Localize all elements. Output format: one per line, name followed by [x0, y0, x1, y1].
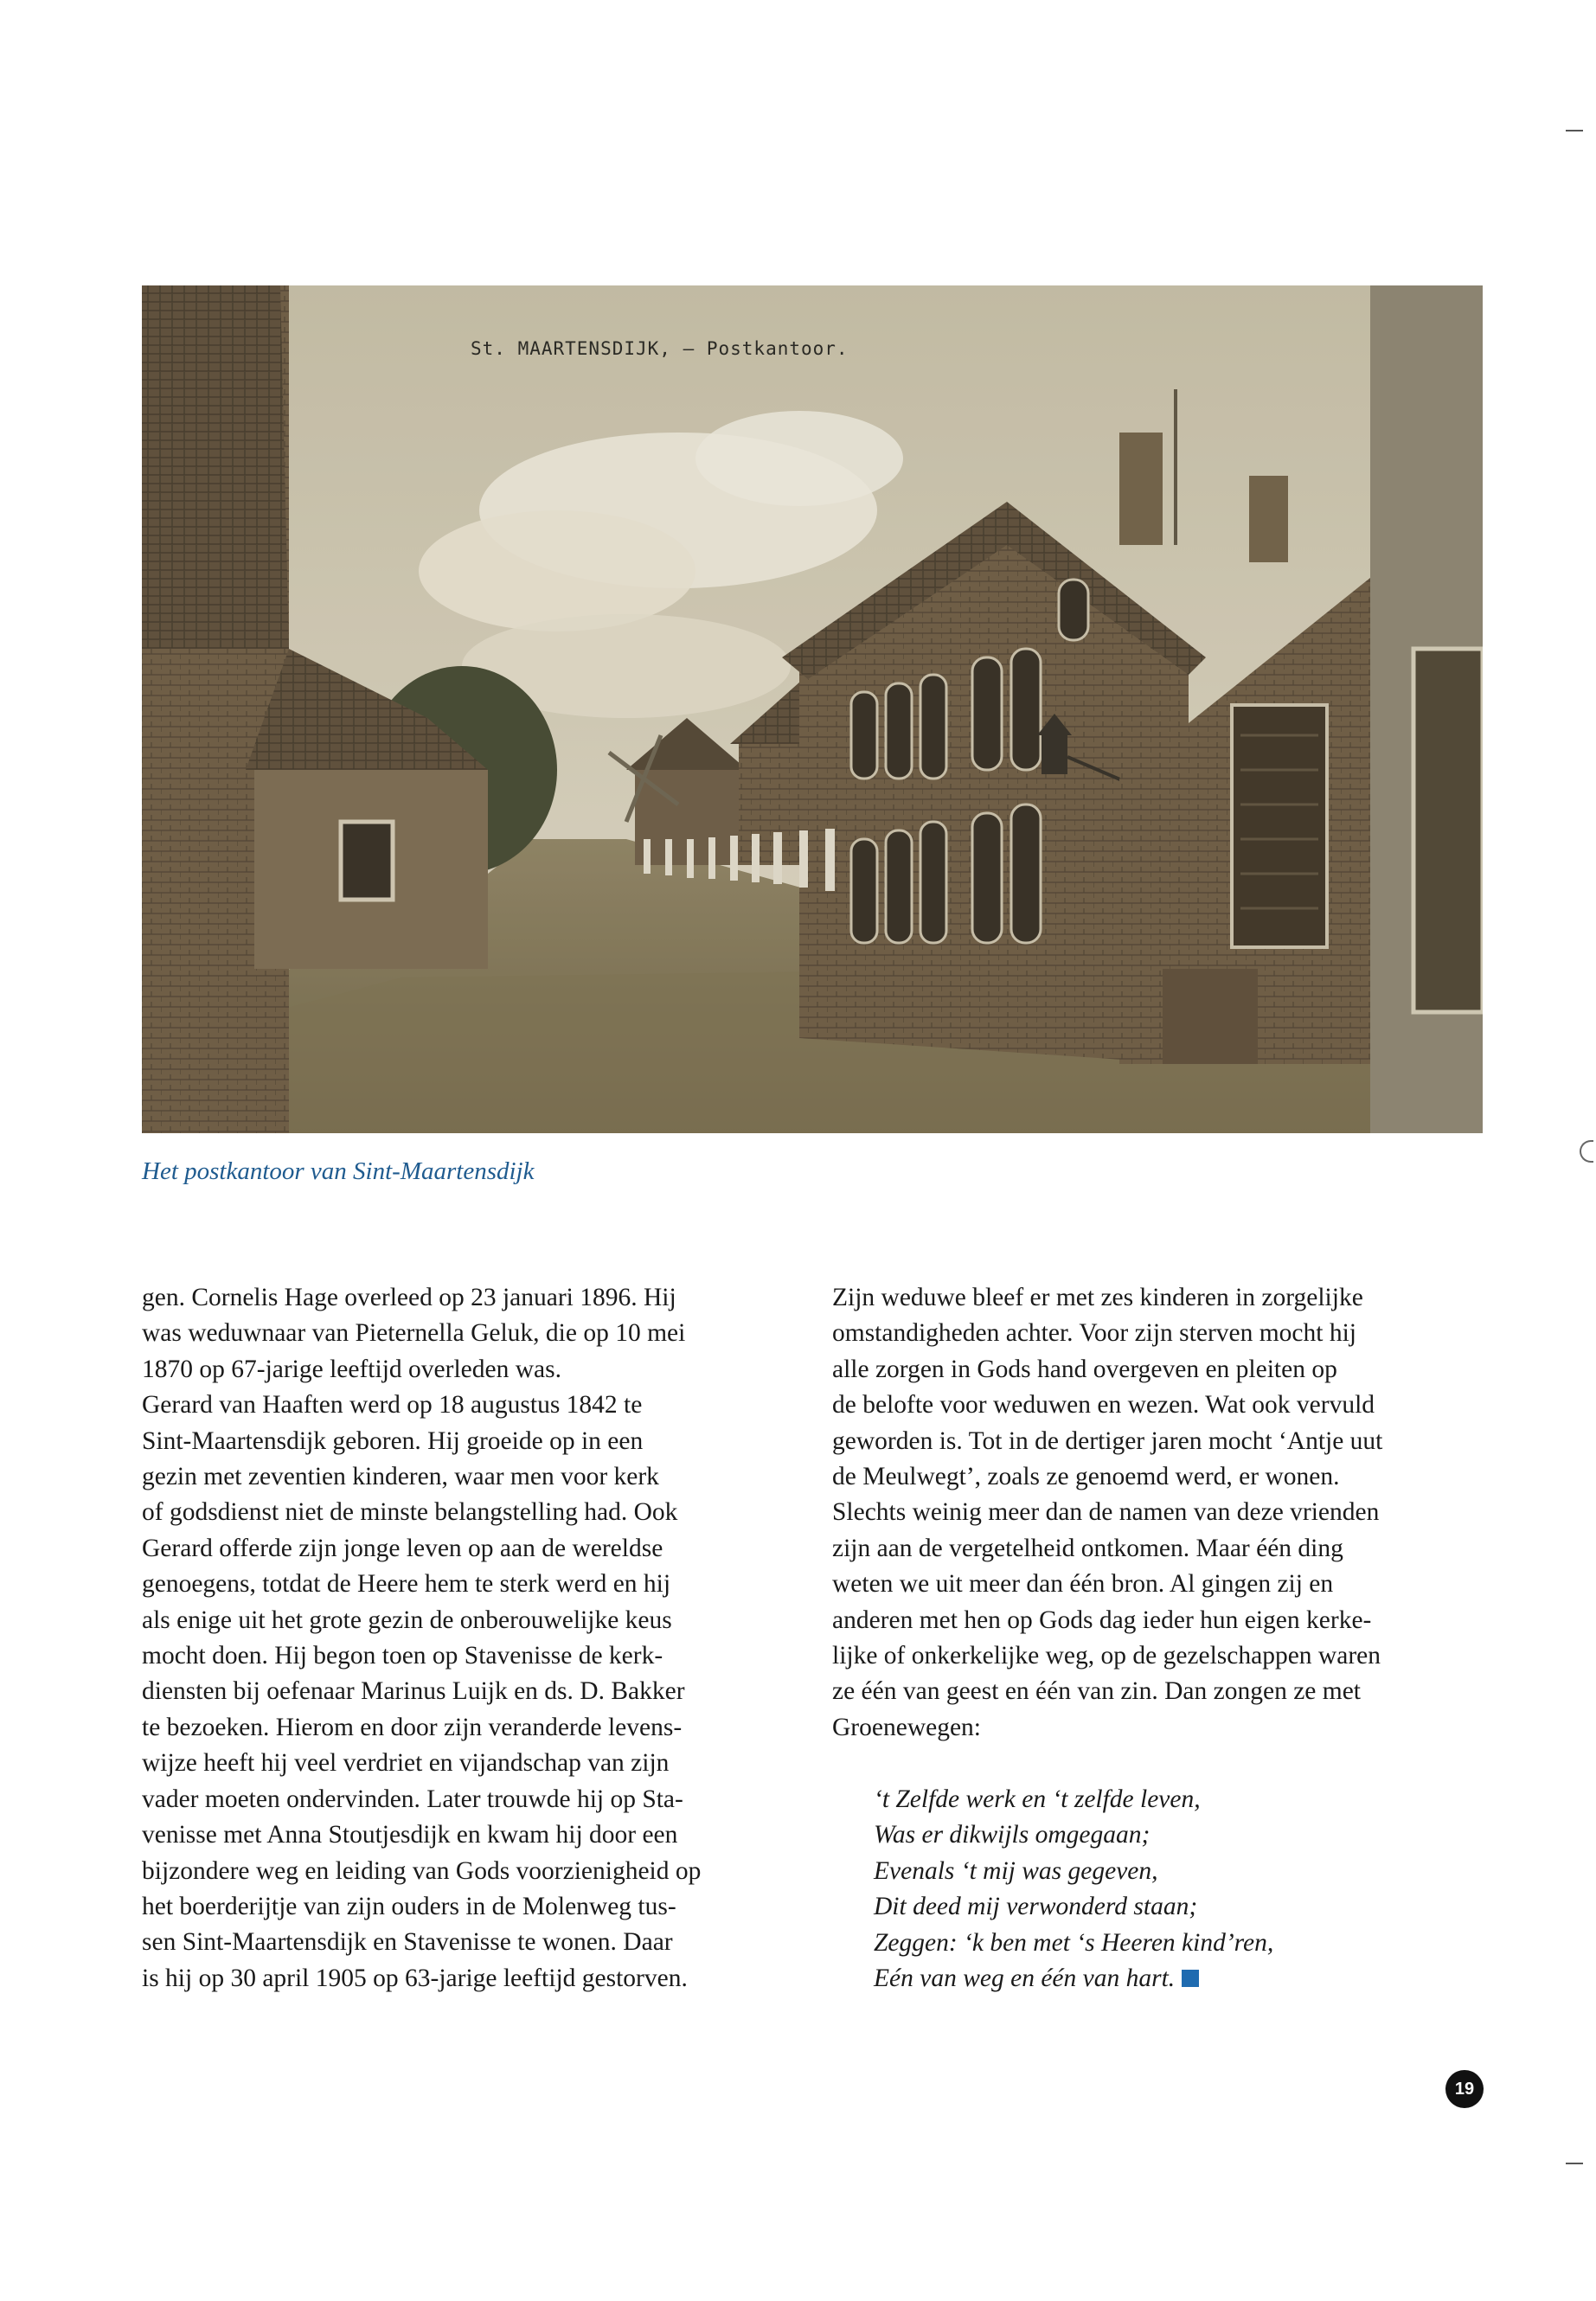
body-text-left-column — [142, 1280, 799, 1997]
text-line: venisse met Anna Stoutjesdijk en kwam hij door een — [142, 1821, 678, 1849]
postcard-photo — [142, 285, 1483, 1133]
page-number-badge: 19 — [1445, 2070, 1484, 2108]
crop-mark-top-right — [1566, 130, 1583, 131]
text-line: lijke of onkerkelijke weg, op de gezelschappen waren — [832, 1642, 1381, 1670]
photo-caption: Het postkantoor van Sint-Maartensdijk — [142, 1157, 535, 1185]
text-line: mocht doen. Hij begon toen op Stavenisse de kerk- — [142, 1642, 663, 1670]
text-line: was weduwnaar van Pieternella Geluk, die op 10 mei — [142, 1319, 686, 1348]
text-line: te bezoeken. Hierom en door zijn veranderde levens- — [142, 1713, 683, 1741]
poem-line: Was er dikwijls omgegaan; — [874, 1821, 1151, 1849]
text-line: weten we uit meer dan één bron. Al gingen zij en — [832, 1570, 1334, 1599]
text-line: als enige uit het grote gezin de onberouwelijke keus — [142, 1606, 672, 1634]
text-line: 1870 op 67-jarige leeftijd overleden was. — [142, 1355, 561, 1383]
body-text-right-column — [832, 1280, 1490, 1746]
poem-line: Dit deed mij verwonderd staan; — [874, 1893, 1198, 1921]
text-line: het boerderijtje van zijn ouders in de Molenweg tus- — [142, 1892, 676, 1920]
poem-line: ‘t Zelfde werk en ‘t zelfde leven, — [874, 1785, 1201, 1813]
end-of-article-mark — [1182, 1970, 1199, 1987]
text-line: geworden is. Tot in de dertiger jaren mocht ‘Antje uut — [832, 1426, 1383, 1455]
text-line: gezin met zeventien kinderen, waar men voor kerk — [142, 1463, 659, 1491]
poem-line: Zeggen: ‘k ben met ‘s Heeren kind’ren, — [874, 1928, 1274, 1957]
text-line: ze één van geest en één van zin. Dan zongen ze met — [832, 1677, 1362, 1706]
poem-quote — [874, 1782, 1273, 1997]
text-line: Groenewegen: — [832, 1713, 982, 1741]
text-line: vader moeten ondervinden. Later trouwde hij op Sta- — [142, 1785, 683, 1813]
text-line: Slechts weinig meer dan de namen van deze vrienden — [832, 1498, 1380, 1527]
poem-line: Evenals ‘t mij was gegeven, — [874, 1856, 1158, 1885]
text-line: is hij op 30 april 1905 op 63-jarige leeftijd gestorven. — [142, 1964, 688, 1992]
text-line: alle zorgen in Gods hand overgeven en pleiten op — [832, 1355, 1337, 1383]
crop-mark-bottom-right — [1566, 2163, 1583, 2164]
text-line: de belofte voor weduwen en wezen. Wat ook vervuld — [832, 1391, 1375, 1420]
text-line: Zijn weduwe bleef er met zes kinderen in zorgelijke — [832, 1284, 1363, 1311]
text-line: Gerard van Haaften werd op 18 augustus 1842 te — [142, 1391, 643, 1420]
text-line: bijzondere weg en leiding van Gods voorzienigheid op — [142, 1856, 702, 1885]
postcard-print-caption: St. MAARTENSDIJK, — Postkantoor. — [471, 338, 849, 359]
text-line: gen. Cornelis Hage overleed op 23 januari 1896. Hij — [142, 1284, 676, 1311]
poem-line: Eén van weg en één van hart. — [874, 1961, 1273, 1997]
text-line: Sint-Maartensdijk geboren. Hij groeide op in een — [142, 1426, 644, 1455]
text-line: anderen met hen op Gods dag ieder hun eigen kerke- — [832, 1606, 1372, 1634]
text-line: genoegens, totdat de Heere hem te sterk werd en hij — [142, 1570, 671, 1599]
text-line: omstandigheden achter. Voor zijn sterven mocht hij — [832, 1319, 1356, 1348]
text-line: of godsdienst niet de minste belangstelling had. Ook — [142, 1498, 678, 1527]
text-line: diensten bij oefenaar Marinus Luijk en ds. D. Bakker — [142, 1677, 685, 1706]
text-line: de Meulwegt’, zoals ze genoemd werd, er wonen. — [832, 1463, 1340, 1491]
text-line: Gerard offerde zijn jonge leven op aan de wereldse — [142, 1534, 663, 1562]
registration-mark — [1580, 1140, 1593, 1163]
text-line: zijn aan de vergetelheid ontkomen. Maar één ding — [832, 1534, 1343, 1562]
text-line: wijze heeft hij veel verdriet en vijandschap van zijn — [142, 1749, 670, 1778]
text-line: sen Sint-Maartensdijk en Stavenisse te wonen. Daar — [142, 1928, 673, 1957]
